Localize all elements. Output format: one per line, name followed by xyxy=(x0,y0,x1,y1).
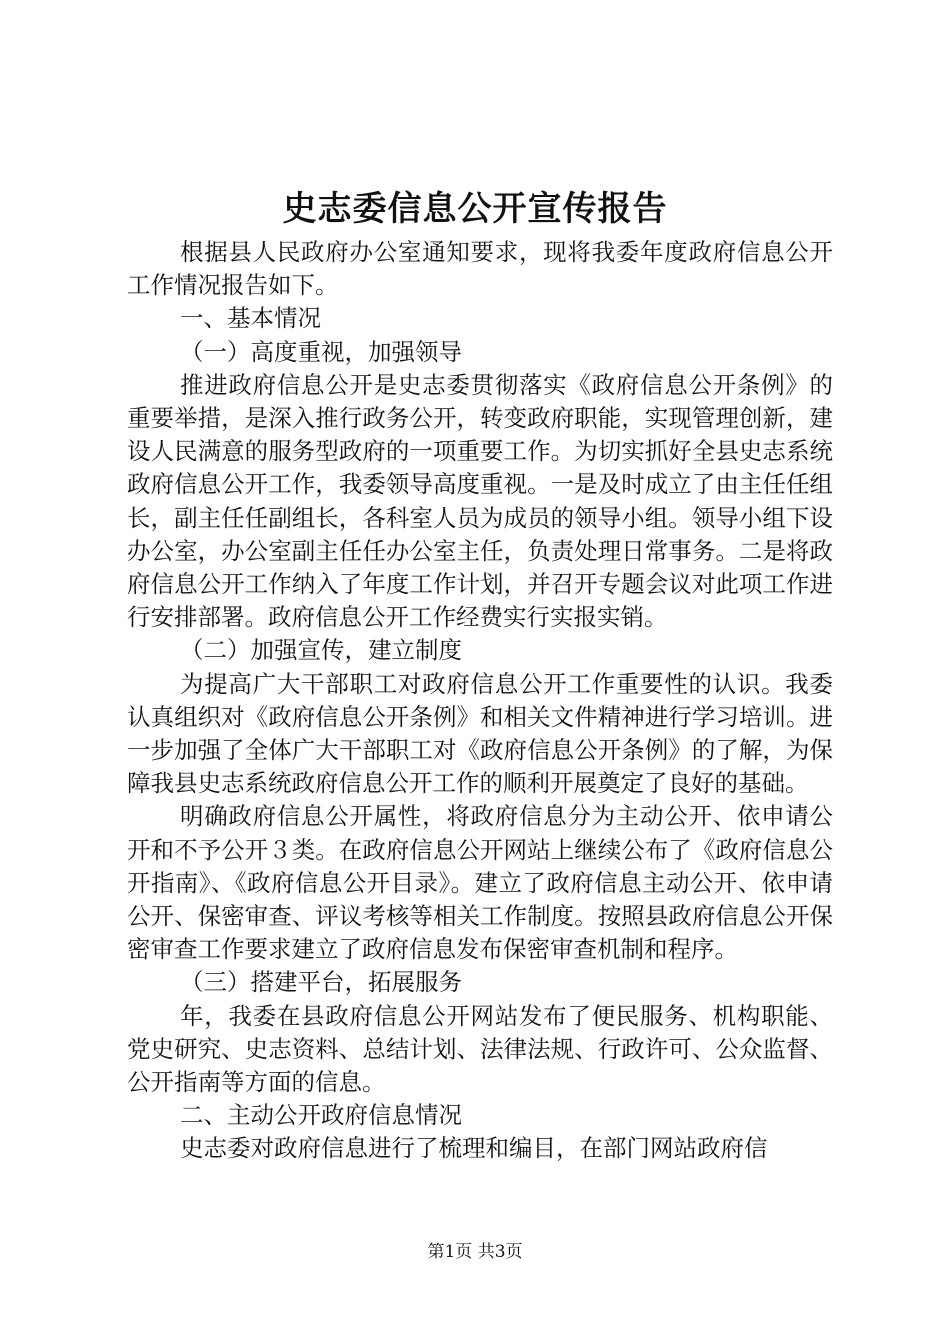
paragraph-attributes: 明确政府信息公开属性，将政府信息分为主动公开、依申请公开和不予公开３类。在政府信息公开网站上继续公布了《政府信息公开指南》、《政府信息公开目录》。建立了政府信息主动公开、依申请公开、保密审查、评议考核等相关工作制度。按照县政府信息公开保密审查工作要求建立了政府信息发布保密审查机制和程序。 xyxy=(127,802,833,964)
paragraph-leadership: 推进政府信息公开是史志委贯彻落实《政府信息公开条例》的重要举措，是深入推行政务公开，转变政府职能，实现管理创新，建设人民满意的服务型政府的一项重要工作。为切实抓好全县史志系统政府信息公开工作，我委领导高度重视。一是及时成立了由主任任组长，副主任任副组长，各科室人员为成员的领导小组。领导小组下设办公室，办公室副主任任办公室主任，负责处理日常事务。二是将政府信息公开工作纳入了年度工作计划，并召开专题会议对此项工作进行安排部署。政府信息公开工作经费实行实报实销。 xyxy=(127,370,833,632)
paragraph-intro: 根据县人民政府办公室通知要求，现将我委年度政府信息公开工作情况报告如下。 xyxy=(127,238,833,300)
page-footer: 第1页 共3页 xyxy=(427,1242,523,1262)
paragraph-active-disclosure: 史志委对政府信息进行了梳理和编目，在部门网站政府信 xyxy=(180,1134,768,1163)
subsection-heading-leadership: （一）高度重视，加强领导 xyxy=(180,337,462,366)
section-heading-active-disclosure: 二、主动公开政府信息情况 xyxy=(180,1101,462,1130)
document-body xyxy=(127,236,833,1166)
subsection-heading-platform: （三）搭建平台，拓展服务 xyxy=(180,968,462,997)
subsection-heading-publicity: （二）加强宣传，建立制度 xyxy=(180,636,462,665)
page-title: 史志委信息公开宣传报告 xyxy=(282,189,668,229)
paragraph-platform: 年，我委在县政府信息公开网站发布了便民服务、机构职能、党史研究、史志资料、总结计划、法律法规、行政许可、公众监督、公开指南等方面的信息。 xyxy=(127,1001,833,1097)
paragraph-publicity: 为提高广大干部职工对政府信息公开工作重要性的认识。我委认真组织对《政府信息公开条例》和相关文件精神进行学习培训。进一步加强了全体广大干部职工对《政府信息公开条例》的了解，为保障我县史志系统政府信息公开工作的顺利开展奠定了良好的基础。 xyxy=(127,669,833,798)
section-heading-basic: 一、基本情况 xyxy=(180,304,321,333)
